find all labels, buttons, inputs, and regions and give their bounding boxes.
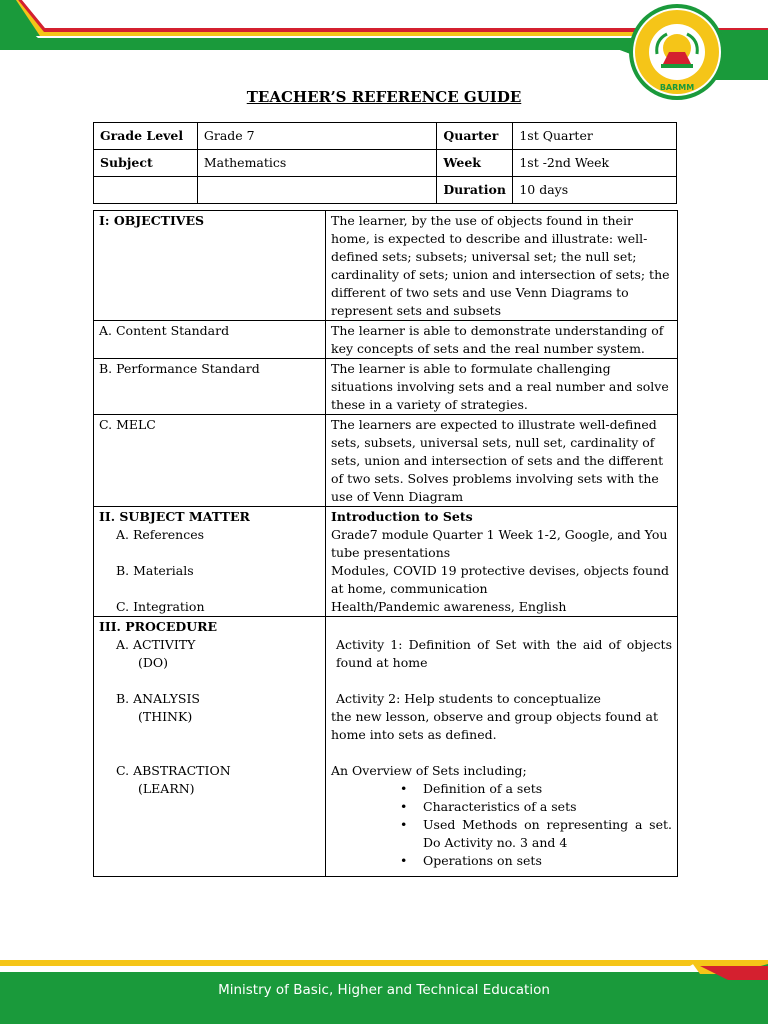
list-item: • Characteristics of a sets	[400, 799, 577, 814]
content-standard-text: The learner is able to demonstrate understanding of key concepts of sets and the real number system.	[326, 321, 678, 359]
analysis-line2: the new lesson, observe and group objects found at home into sets as defined.	[331, 709, 658, 742]
topic-title: Introduction to Sets	[331, 509, 473, 524]
empty-cell	[197, 177, 436, 204]
subject-value: Mathematics	[197, 150, 436, 177]
grade-level-label: Grade Level	[94, 123, 198, 150]
procedure-labels	[94, 617, 326, 877]
list-item: • Definition of a sets	[400, 781, 543, 796]
grade-level-value: Grade 7	[197, 123, 436, 150]
quarter-value: 1st Quarter	[513, 123, 677, 150]
subject-matter-labels	[94, 507, 326, 617]
subject-matter-label: II. SUBJECT MATTER	[99, 509, 250, 524]
lesson-table	[93, 210, 678, 877]
performance-standard-label: B. Performance Standard	[94, 359, 326, 415]
subject-label: Subject	[94, 150, 198, 177]
ministry-seal-logo	[627, 2, 727, 102]
integration-label: C. Integration	[116, 599, 205, 614]
svg-text:BARMM: BARMM	[659, 83, 695, 92]
page-title: TEACHER’S REFERENCE GUIDE	[246, 88, 522, 106]
abstraction-label: C. ABSTRACTION	[116, 763, 231, 778]
content-standard-label: A. Content Standard	[94, 321, 326, 359]
references-text: Grade7 module Quarter 1 Week 1-2, Google, and You tube presentations	[331, 527, 668, 560]
melc-label: C. MELC	[94, 415, 326, 507]
subject-matter-content	[326, 507, 678, 617]
bullet-text: Used Methods on representing a set. Do Activity no. 3 and 4	[423, 817, 672, 850]
materials-label: B. Materials	[116, 563, 194, 578]
analysis-sub: (THINK)	[138, 709, 193, 724]
bullet-text: Operations on sets	[423, 853, 542, 868]
abstraction-intro: An Overview of Sets including;	[331, 763, 527, 778]
week-label: Week	[437, 150, 513, 177]
objectives-text: The learner, by the use of objects found in their home, is expected to describe and illustrate: well-defined sets; subsets; universal set; the null set; cardinality of sets; union and intersection of sets; the different of two sets and use Venn Diagrams to represent sets and subsets	[326, 211, 678, 321]
list-item: • Used Methods on representing a set. Do Activity no. 3 and 4	[400, 817, 672, 850]
procedure-label: III. PROCEDURE	[99, 619, 218, 634]
empty-cell	[94, 177, 198, 204]
integration-text: Health/Pandemic awareness, English	[331, 599, 567, 614]
performance-standard-text: The learner is able to formulate challenging situations involving sets and a real number and solve these in a variety of strategies.	[326, 359, 678, 415]
references-label: A. References	[116, 527, 205, 542]
info-table	[93, 122, 677, 204]
duration-value: 10 days	[513, 177, 677, 204]
analysis-label: B. ANALYSIS	[116, 691, 200, 706]
bullet-text: Characteristics of a sets	[423, 799, 577, 814]
materials-text: Modules, COVID 19 protective devises, objects found at home, communication	[331, 563, 670, 596]
duration-label: Duration	[437, 177, 513, 204]
abstraction-sub: (LEARN)	[138, 781, 195, 796]
overview-bullet-list	[331, 780, 672, 870]
activity-text: Activity 1: Definition of Set with the aid of objects found at home	[336, 637, 672, 670]
melc-text: The learners are expected to illustrate well-defined sets, subsets, universal sets, null set, cardinality of sets, union and intersection of sets and the different of two sets. Solves problems involving sets with the use of Venn Diagram	[326, 415, 678, 507]
objectives-label: I: OBJECTIVES	[94, 211, 326, 321]
list-item: • Operations on sets	[400, 853, 542, 868]
procedure-content	[326, 617, 678, 877]
activity-label: A. ACTIVITY	[116, 637, 196, 652]
bullet-text: Definition of a sets	[423, 781, 543, 796]
analysis-line1: Activity 2: Help students to conceptualize	[336, 691, 601, 706]
footer-ministry-name: Ministry of Basic, Higher and Technical Education	[218, 982, 550, 998]
activity-sub: (DO)	[138, 655, 169, 670]
week-value: 1st -2nd Week	[513, 150, 677, 177]
quarter-label: Quarter	[437, 123, 513, 150]
